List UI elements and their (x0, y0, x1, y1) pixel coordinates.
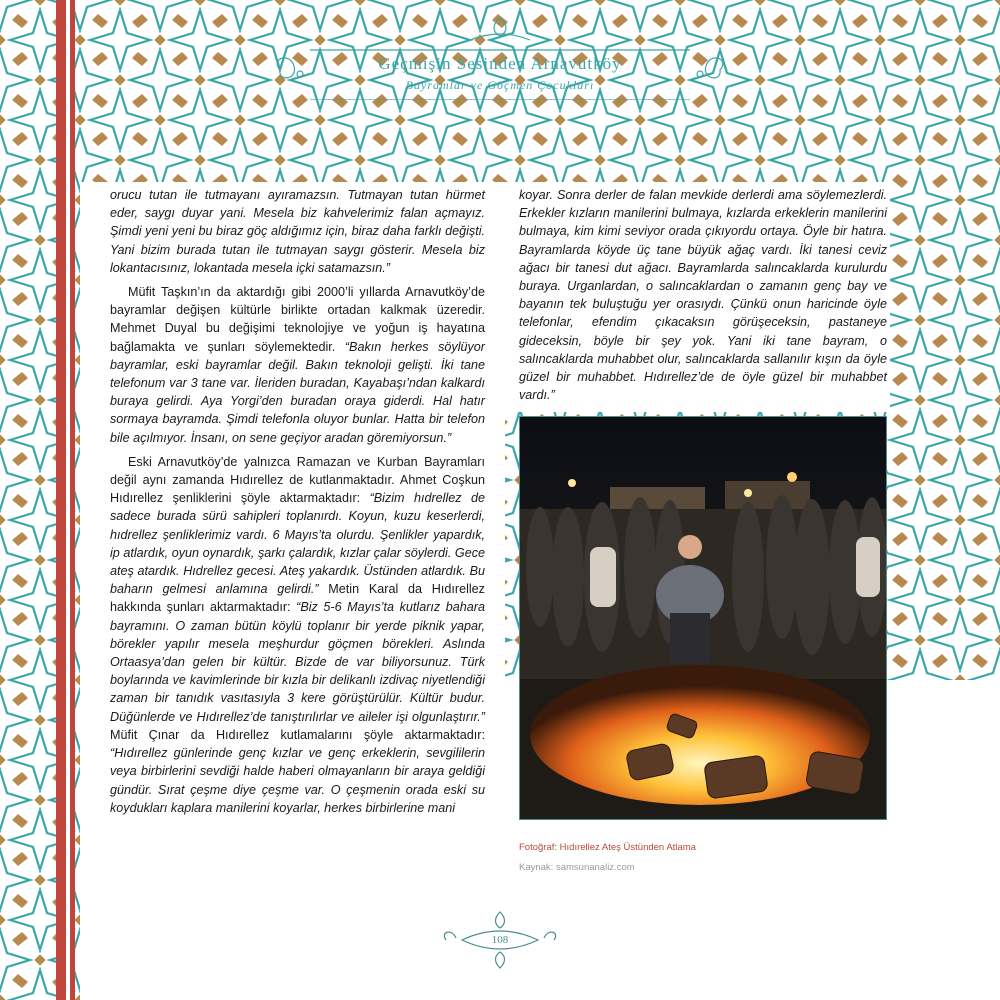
left-text-column (110, 186, 485, 823)
right-text-column (519, 186, 887, 410)
left-strip-red-thin (70, 0, 75, 1000)
header-subtitle: Bayramlar ve Göçmen Çocukları (405, 78, 595, 92)
quote-text: koyar. Sonra derler de falan mevkide derlerdi ama söylemezlerdi. Erkekler kızların manilerini bulmaya, kızlarda erkeklerin manilerini bulmaya, kim kimi seviyor orada çıkıyordu ortaya. Öyle bir hatıra. Bayramlarda köyde üç tane büyük ağaç vardı. İki tanesi ceviz ağacı bir tanesi dut ağacı. Bayramlarda salıncaklarda kurulurdu buraya. Urganlardan, o salıncaklardan o zamanın genç bay ve bayanın tek buluştuğu yer orasıydı. Çünkü onun haricinde öyle telefonlar, efendim çıkacaksın görüşeceksin, pastaneye gideceksin, böyle bir şey yok. Yani iki tane bayram, o salıncaklarda muhabbet olur, salıncaklarda sallanılır kışın da öyle güzel bir muhabbet. Hıdırellez’de de öyle güzel bir muhabbet vardı.” (519, 188, 887, 403)
page-header (270, 10, 730, 100)
page-number: 108 (491, 934, 509, 946)
paragraph (110, 186, 485, 277)
quote-text: “Bakın herkes söylüyor bayramlar, eski bayramlar değil. Bakın teknoloji gelişti. İki tane telefonum var 3 tane var. İleriden buradan, Kayabaşı’ndan kalkardı buraya gelirdi. Aya Yorgi’den buradan oraya giderdi. Hal hatır sormaya bayramda. Şimdi telefonla oluyor bunlar. Hatta bir telefon bile açılmıyor. İnsanı, on sene geçiyor aradan göremiyorsun.” (110, 339, 486, 445)
body-text: Metin Karal da Hıdırellez hakkında şunları aktarmaktadır: (110, 582, 485, 615)
paragraph (110, 283, 485, 447)
photo-source: Kaynak: samsunanaliz.com (519, 862, 635, 873)
paragraph (519, 186, 887, 404)
body-text: Müfit Çınar da Hıdırellez kutlamalarını şöyle aktarmaktadır: (110, 727, 485, 742)
left-strip-red (56, 0, 66, 1000)
quote-text: “Biz 5-6 Mayıs’ta kutlarız bahara bayramını. O zaman bütün köylü toplanır bir yerde piknik yapar, börekler yapılır mesela meşhurdur göçmen börekleri. Aslında Ortaasya’dan gelen bir kültür. Bizde de var biliyorsunuz. Türk boylarında ve kavimlerinde bir kızla bir delikanlı izdivaç niyetlendiği zaman bir tanıdık vasıtasıyla 3 kere görüştürülür. Kültür budur. Düğünlerde ve Hıdırellez’de tanıştırılırlar ve aileler işi olgunlaştırır.” (110, 600, 485, 724)
hidirellez-photo (519, 416, 887, 820)
page-footer (440, 910, 560, 970)
quote-text: orucu tutan ile tutmayanı ayıramazsın. Tutmayan tutan hürmet eder, saygı duyar yani. Mesela biz kahvelerimiz falan açmayız. Şimdi yeni yeni bu biraz göç aldığımız için, biraz daha farklı değişti. Yani bizim burada tutan ile tutmayan saygı gösterir. Mesela biz lokantacısınız, lokantada mesela içki satamazsın.” (110, 188, 485, 275)
quote-text: “Bizim hıdrellez de sadece burada sürü sahipleri toplanırdı. Koyun, kuzu keserlerdi, hıdrellez şenliklerimiz vardı. 6 Mayıs’ta olurdu. Şenlikler yapardık, ip atlardık, oyun oynardık, şarkı çalardık, kızlar çalar söylerdi. Gece ateş atardık. Hıdrellez gecesi. Ateş yakardık. Üstünden atlardık. Bu baharın gelmesi anlamına gelirdi.” (110, 491, 485, 597)
photo-caption: Fotoğraf: Hıdırellez Ateş Üstünden Atlama (519, 842, 696, 853)
header-title: Geçmişin Sesinden Arnavutköy (378, 54, 622, 73)
paragraph (110, 453, 485, 817)
body-text: Müfit Taşkın’ın da aktardığı gibi 2000’li yıllarda Arnavutköy’de bayramlar değişen kültürle birlikte ortadan kalkmak üzeredir. Mehmet Duyal bu değişimi teknolojiye ve yoğun iş hayatına bağlamakta ve şunları söylemektedir. (110, 285, 485, 354)
quote-text: “Hıdırellez günlerinde genç kızlar ve genç erkeklerin, sevgililerin veya birbirlerini sevdiği halde haberi olmayanların bir araya geldiği gündür. Sırat çeşme diye çeşme var. O çeşmenin orada eski su koydukları kaplara manilerini koyarlar, herkes birbirlerine mani (110, 746, 485, 815)
body-text: Eski Arnavutköy’de yalnızca Ramazan ve Kurban Bayramları değil aynı zamanda Hıdırellez de kutlanmaktadır. Ahmet Coşkun Hıdırellez şenliklerini şöyle aktarmaktadır: (110, 454, 485, 506)
